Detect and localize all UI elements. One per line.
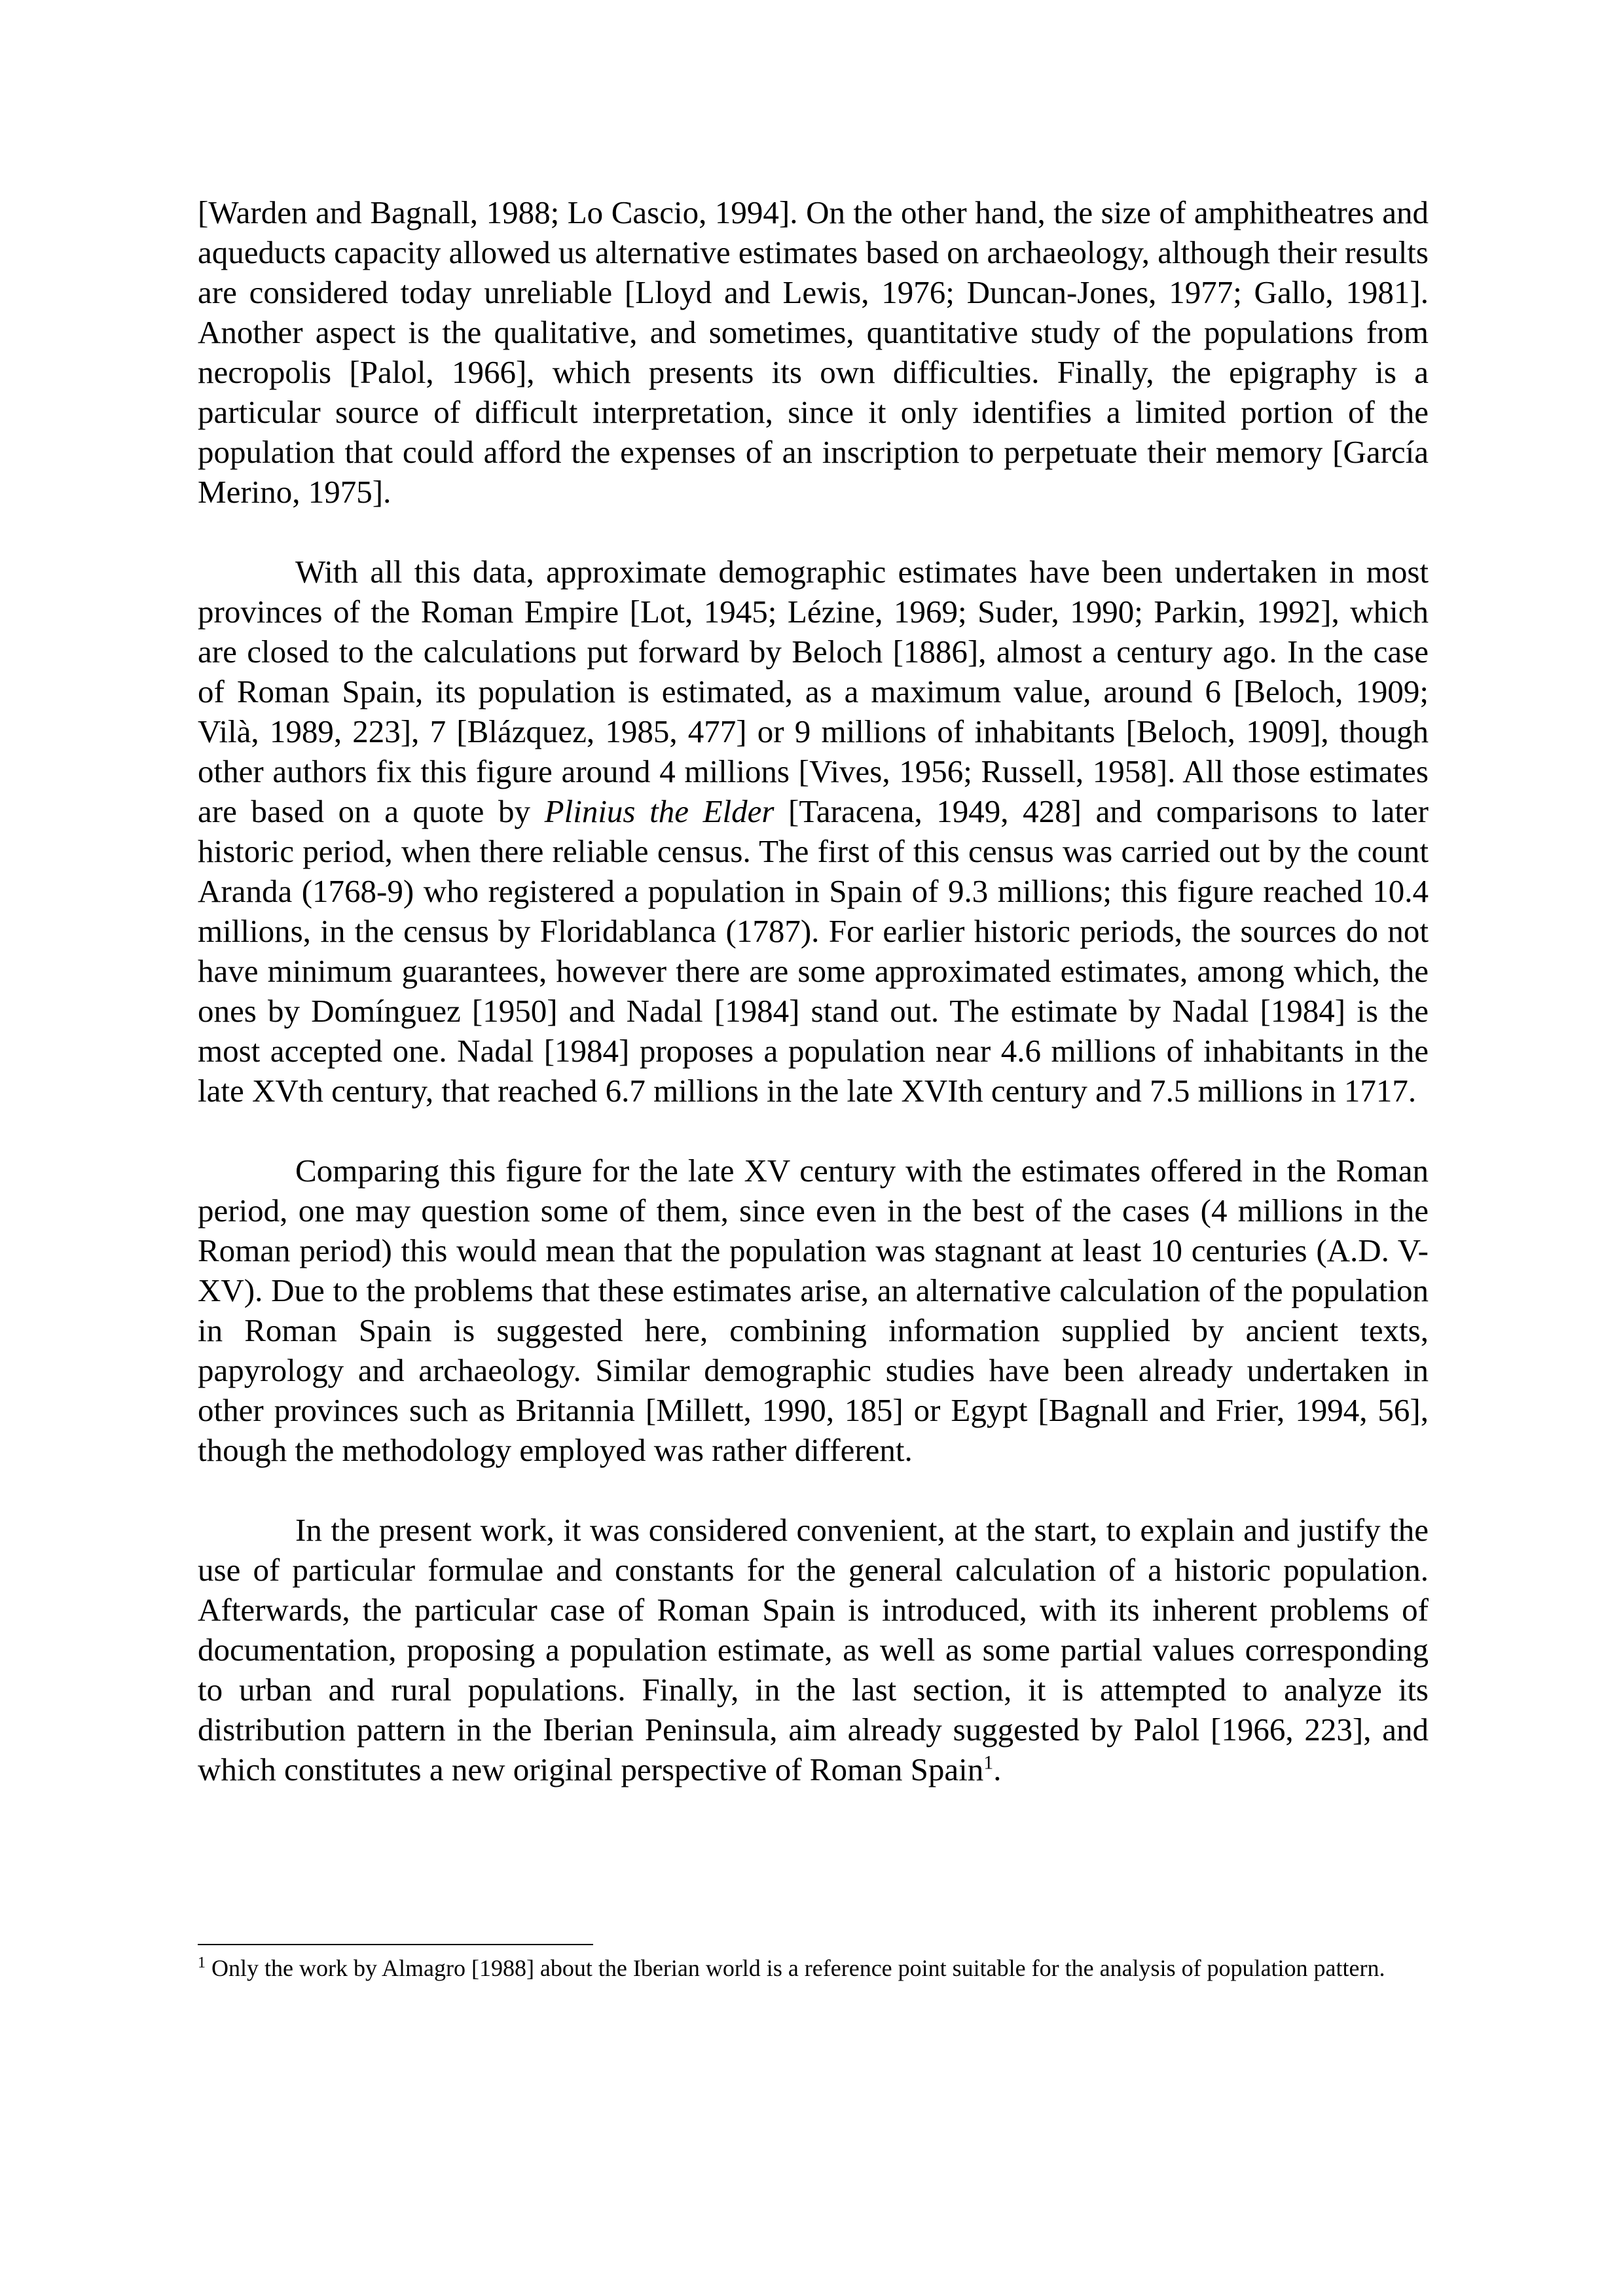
paragraph-1	[198, 192, 1429, 512]
italic-author-name: Plinius the Elder	[544, 793, 775, 829]
footnote-text: Only the work by Almagro [1988] about the Iberian world is a reference point suitable for the analysis of population pattern.	[206, 1955, 1385, 1981]
paragraph-2-text-end: [Taracena, 1949, 428] and comparisons to later historic period, when there reliable census. The first of this census was carried out by the count Aranda (1768-9) who registered a population in Spain of 9.3 millions; this figure reached 10.4 millions, in the census by Floridablanca (1787). For earlier historic periods, the sources do not have minimum guarantees, however there are some approximated estimates, among which, the ones by Domínguez [1950] and Nadal [1984] stand out. The estimate by Nadal [1984] is the most accepted one. Nadal [1984] proposes a population near 4.6 millions of inhabitants in the late XVth century, that reached 6.7 millions in the late XVIth century and 7.5 millions in 1717.	[198, 793, 1429, 1109]
footnote-divider	[198, 1944, 593, 1945]
paragraph-4-text: In the present work, it was considered convenient, at the start, to explain and justify the use of particular formulae and constants for the general calculation of a historic population. Afterwards, the particular case of Roman Spain is introduced, with its inherent problems of documentation, proposing a population estimate, as well as some partial values corresponding to urban and rural populations. Finally, in the last section, it is attempted to analyze its distribution pattern in the Iberian Peninsula, aim already suggested by Palol [1966, 223], and which constitutes a new original perspective of Roman Spain	[198, 1512, 1429, 1787]
body-text	[198, 192, 1429, 1789]
footnote-marker: 1	[198, 1954, 206, 1971]
paragraph-3-text: Comparing this figure for the late XV century with the estimates offered in the Roman period, one may question some of them, since even in the best of the cases (4 millions in the Roman period) this would mean that the population was stagnant at least 10 centuries (A.D. V-XV). Due to the problems that these estimates arise, an alternative calculation of the population in Roman Spain is suggested here, combining information supplied by ancient texts, papyrology and archaeology. Similar demographic studies have been already undertaken in other provinces such as Britannia [Millett, 1990, 185] or Egypt [Bagnall and Frier, 1994, 56], though the methodology employed was rather different.	[198, 1153, 1429, 1468]
paragraph-1-text: [Warden and Bagnall, 1988; Lo Cascio, 1994]. On the other hand, the size of amphitheatres and aqueducts capacity allowed us alternative estimates based on archaeology, although their results are considered today unreliable [Lloyd and Lewis, 1976; Duncan-Jones, 1977; Gallo, 1981]. Another aspect is the qualitative, and sometimes, quantitative study of the populations from necropolis [Palol, 1966], which presents its own difficulties. Finally, the epigraphy is a particular source of difficult interpretation, since it only identifies a limited portion of the population that could afford the expenses of an inscription to perpetuate their memory [García Merino, 1975].	[198, 194, 1429, 510]
paragraph-2	[198, 552, 1429, 1111]
footnote-reference: 1	[983, 1751, 994, 1774]
paragraph-4-end: .	[993, 1751, 1002, 1787]
paragraph-3	[198, 1151, 1429, 1470]
footnote	[198, 1953, 1429, 1983]
paragraph-2-text-start: With all this data, approximate demographic estimates have been undertaken in most provinces of the Roman Empire [Lot, 1945; Lézine, 1969; Suder, 1990; Parkin, 1992], which are closed to the calculations put forward by Beloch [1886], almost a century ago. In the case of Roman Spain, its population is estimated, as a maximum value, around 6 [Beloch, 1909; Vilà, 1989, 223], 7 [Blázquez, 1985, 477] or 9 millions of inhabitants [Beloch, 1909], though other authors fix this figure around 4 millions [Vives, 1956; Russell, 1958]. All those estimates are based on a quote by	[198, 554, 1429, 829]
paragraph-4	[198, 1510, 1429, 1789]
